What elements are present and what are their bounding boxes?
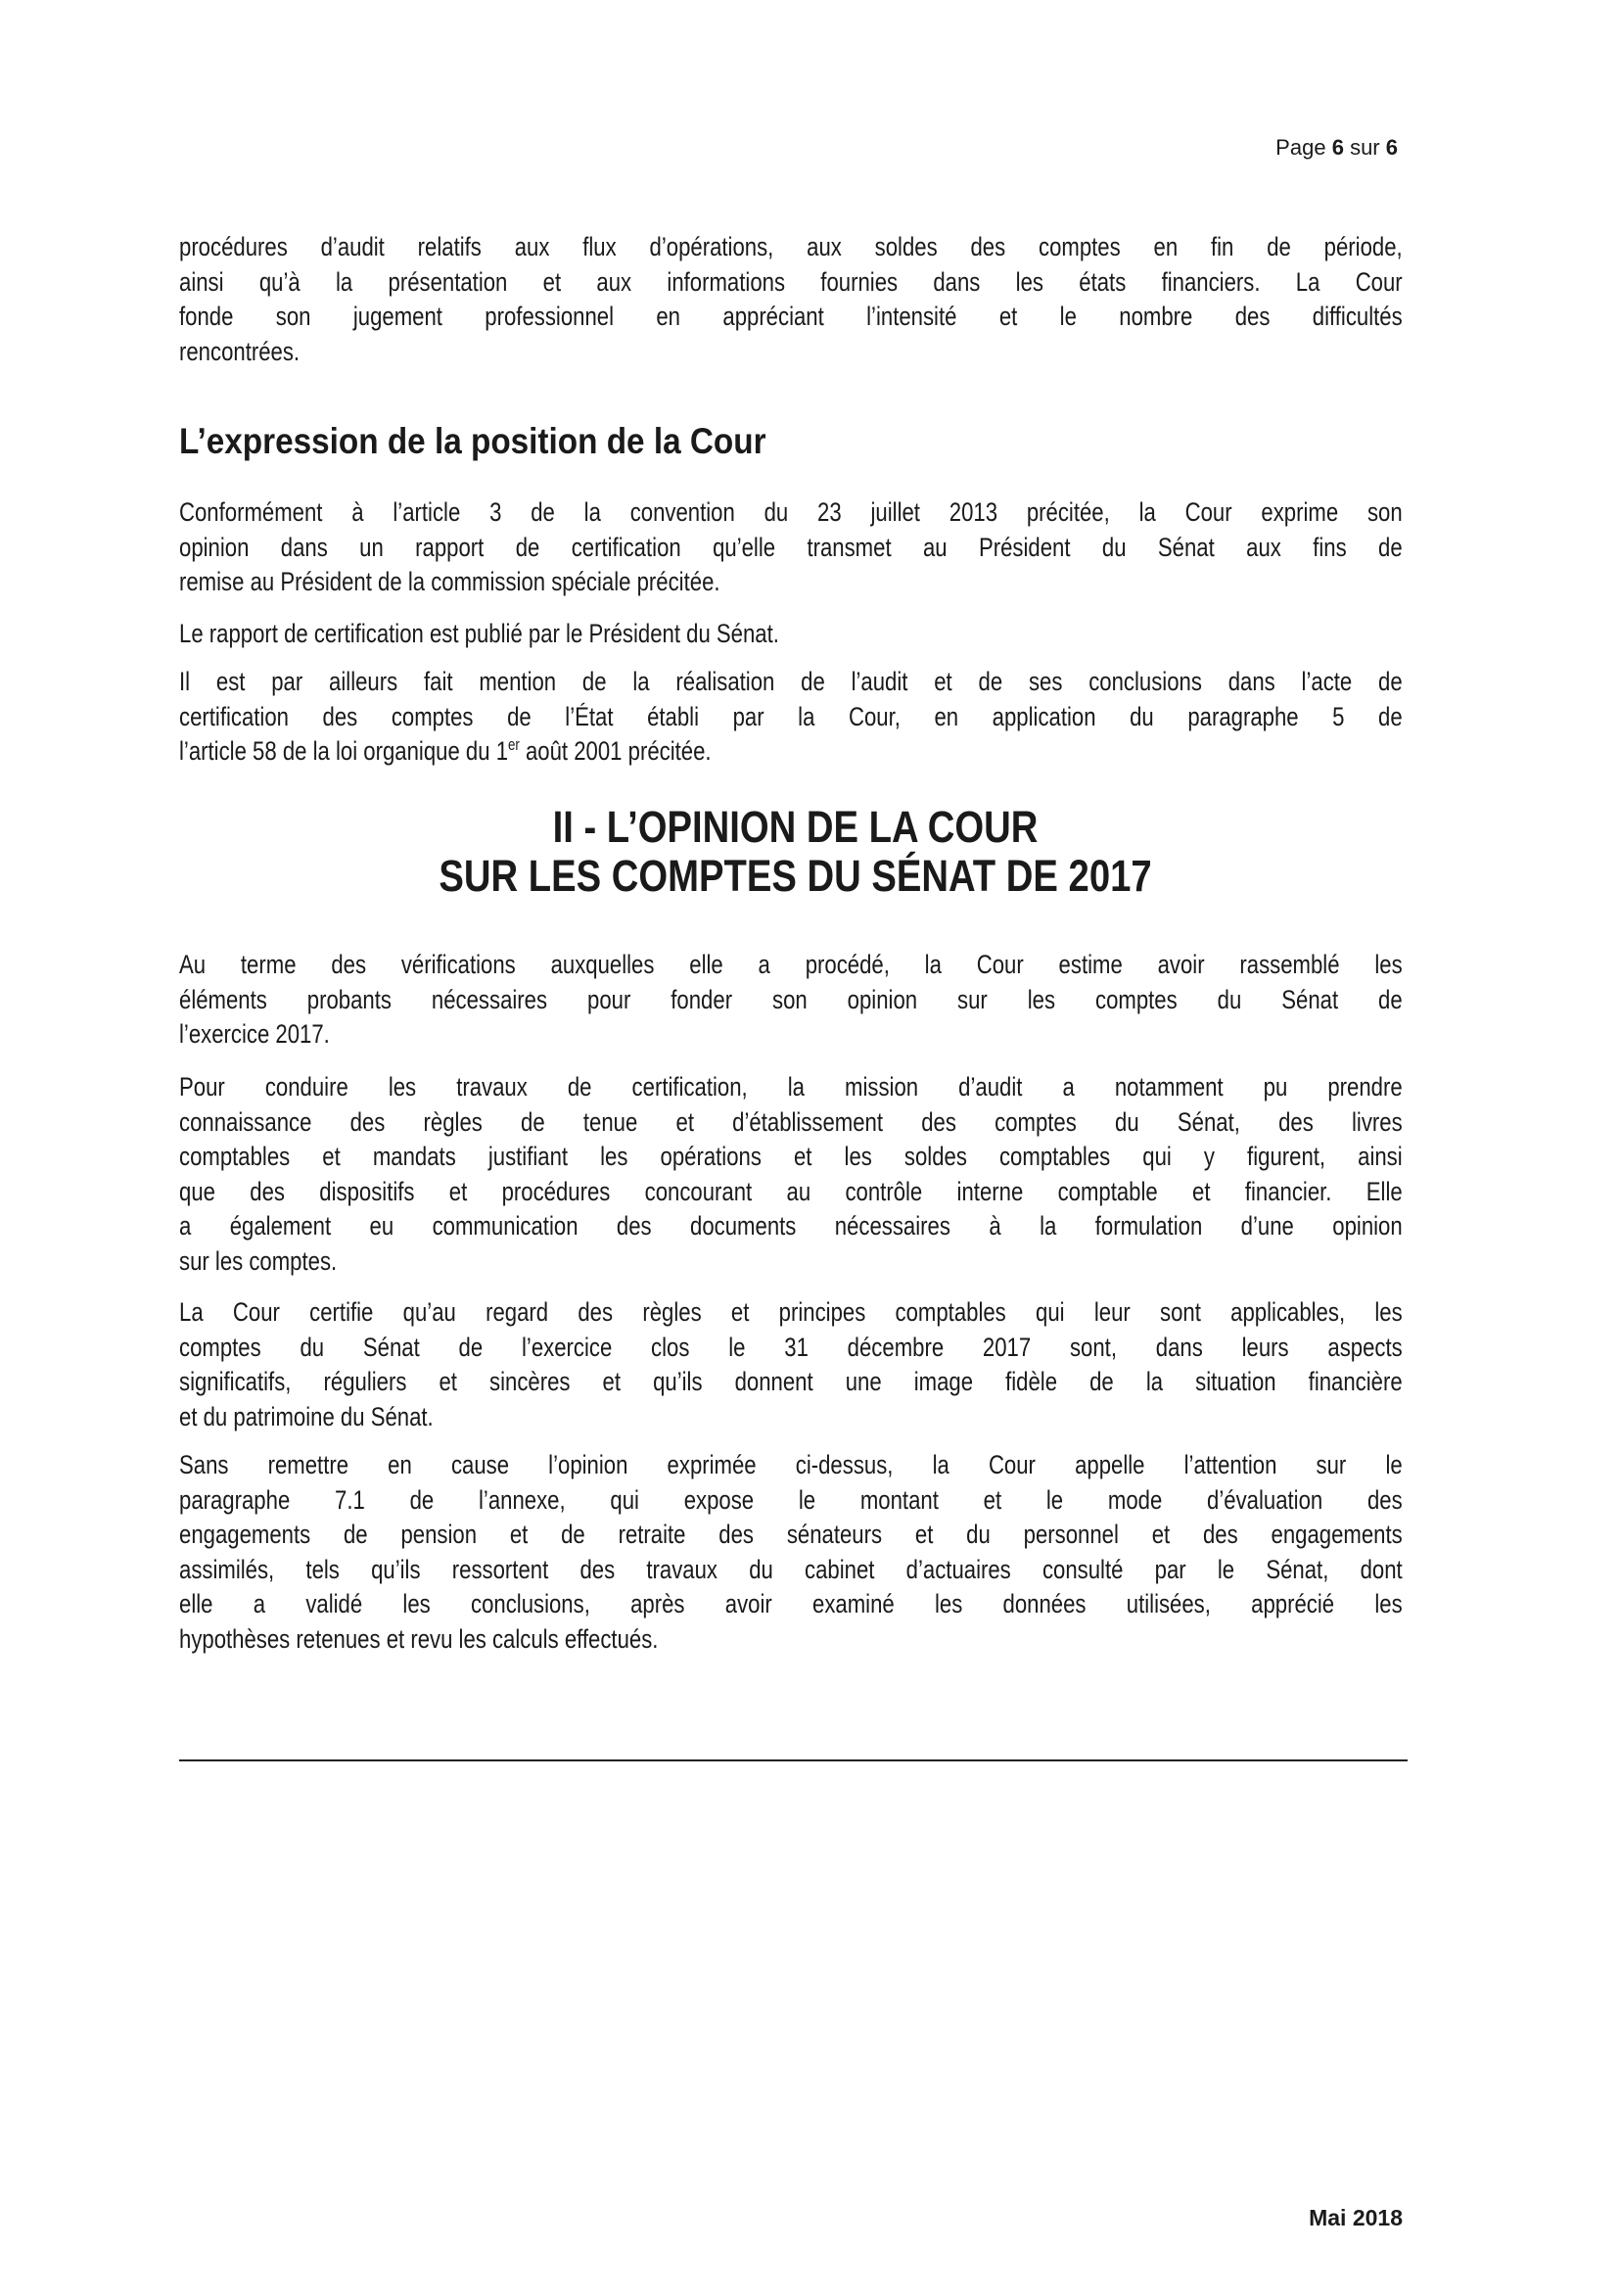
text-line: Conformément à l’article 3 de la convention du 23 juillet 2013 précitée, la Cour exprime son	[179, 497, 1403, 527]
text-line: ainsi qu’à la présentation et aux informations fournies dans les états financiers. La Cour	[179, 266, 1403, 297]
divider	[179, 1759, 1408, 1761]
text-line: a également eu communication des documents nécessaires à la formulation d’une opinion	[179, 1211, 1403, 1241]
text-line: La Cour certifie qu’au regard des règles et principes comptables qui leur sont applicables, les	[179, 1297, 1403, 1327]
text-line: Le rapport de certification est publié par le Président du Sénat.	[179, 619, 779, 648]
text-line: rencontrées.	[179, 336, 301, 366]
text-line: procédures d’audit relatifs aux flux d’opérations, aux soldes des comptes en fin de période,	[179, 232, 1403, 261]
text-line: fonde son jugement professionnel en appréciant l’intensité et le nombre des difficultés	[179, 302, 1403, 331]
text-line: éléments probants nécessaires pour fonder son opinion sur les comptes du Sénat de	[179, 984, 1403, 1014]
paragraph-observation	[179, 1448, 1403, 1657]
footer-date: Mai 2018	[1309, 2205, 1403, 2230]
paragraph-travaux	[179, 1070, 1403, 1279]
section-title	[0, 803, 1591, 901]
text-line: Pour conduire les travaux de certification, la mission d’audit a notamment pu prendre	[179, 1072, 1403, 1101]
text-line: et du patrimoine du Sénat.	[179, 1401, 434, 1431]
paragraph-mention-last-line	[179, 734, 1403, 770]
paragraph-verifications	[179, 948, 1403, 1053]
paragraph-certification-opinion	[179, 1295, 1403, 1434]
text-line: significatifs, réguliers et sincères et qu’ils donnent une image fidèle de la situation financière	[179, 1367, 1403, 1396]
page-sep: sur	[1350, 135, 1380, 160]
text-line: certification des comptes de l’État établi par la Cour, en application du paragraphe 5 de	[179, 701, 1403, 731]
text-line: hypothèses retenues et revu les calculs effectués.	[179, 1623, 659, 1654]
text-line: Sans remettre en cause l’opinion exprimée ci-dessus, la Cour appelle l’attention sur le	[179, 1450, 1403, 1479]
text-line: que des dispositifs et procédures concourant au contrôle interne comptable et financier. Elle	[179, 1176, 1403, 1206]
text-line: Au terme des vérifications auxquelles elle a procédé, la Cour estime avoir rassemblé les	[179, 950, 1403, 979]
section-title-line-1: II - L’OPINION DE LA COUR	[552, 802, 1039, 852]
paragraph-audit-procedures	[179, 230, 1403, 369]
text-line: opinion dans un rapport de certification qu’elle transmet au Président du Sénat aux fins de	[179, 532, 1403, 562]
text-line: paragraphe 7.1 de l’annexe, qui expose le montant et le mode d’évaluation des	[179, 1484, 1403, 1515]
text-line: assimilés, tels qu’ils ressortent des travaux du cabinet d’actuaires consulté par le Sénat, dont	[179, 1554, 1403, 1584]
page-total: 6	[1385, 135, 1398, 160]
text-line: remise au Président de la commission spéciale précitée.	[179, 567, 720, 596]
page-current: 6	[1331, 135, 1344, 160]
page-number	[1275, 135, 1398, 161]
superscript: er	[508, 736, 520, 754]
text-line: comptables et mandats justifiant les opérations et les soldes comptables qui y figurent, ainsi	[179, 1142, 1403, 1171]
section-title-line-2: SUR LES COMPTES DU SÉNAT DE 2017	[439, 851, 1152, 901]
text: août 2001 précitée.	[519, 736, 712, 766]
paragraph-publication	[179, 617, 1403, 652]
page-label: Page	[1275, 135, 1326, 160]
paragraph-convention	[179, 495, 1403, 600]
section-heading: L’expression de la position de la Cour	[179, 421, 766, 461]
paragraph-mention	[179, 665, 1403, 734]
text: l’article 58 de la loi organique du 1	[179, 736, 509, 766]
text-line: Il est par ailleurs fait mention de la réalisation de l’audit et de ses conclusions dans l’acte de	[179, 667, 1403, 696]
text-line: comptes du Sénat de l’exercice clos le 31 décembre 2017 sont, dans leurs aspects	[179, 1332, 1403, 1362]
text-line: sur les comptes.	[179, 1245, 338, 1276]
text-line: connaissance des règles de tenue et d’établissement des comptes du Sénat, des livres	[179, 1106, 1403, 1137]
text-line: engagements de pension et de retraite des sénateurs et du personnel et des engagements	[179, 1520, 1403, 1549]
text-line: l’exercice 2017.	[179, 1019, 330, 1049]
text-line: elle a validé les conclusions, après avoir examiné les données utilisées, apprécié les	[179, 1589, 1403, 1618]
